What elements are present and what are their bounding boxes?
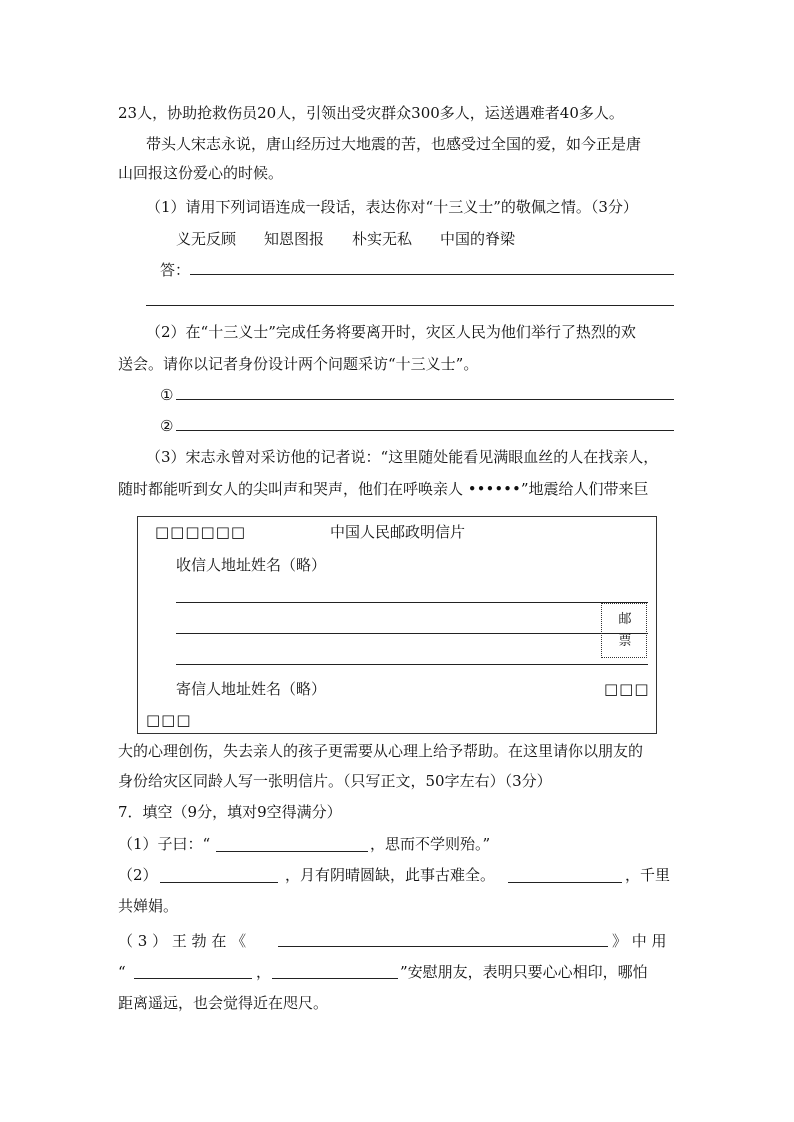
q7-2-middle: ，月有阴晴圆缺，此事古难全。 <box>285 866 496 884</box>
q7-3-tail: ”安慰朋友，表明只要心心相印，哪怕 <box>400 963 648 981</box>
q7-2-prefix: （2） <box>118 866 158 884</box>
postcard-bottom-boxes: □□□ <box>146 711 192 729</box>
word-1: 义无反顾 <box>176 230 237 248</box>
stamp-box <box>601 603 647 658</box>
q7-3-open-quote: “ <box>118 963 126 981</box>
q7-1-prefix: （1）子曰：“ <box>118 835 211 853</box>
answer-line-2[interactable] <box>146 305 674 306</box>
question-2-line-1: （2）在“十三义士”完成任务将要离开时，灾区人民为他们举行了热烈的欢 <box>146 323 636 341</box>
q7-3-end: 距离遥远，也会觉得近在咫尺。 <box>118 994 329 1012</box>
postcard-zip-boxes: □□□□□□ <box>155 523 247 541</box>
question-2-mark-2: ② <box>160 417 174 435</box>
text-line-3: 山回报这份爱心的时候。 <box>118 164 284 182</box>
sender-zip-boxes: □□□ <box>604 680 650 698</box>
text-line-2: 带头人宋志永说，唐山经历过大地震的苦，也感受过全国的爱，如今正是唐 <box>146 135 642 153</box>
question-2-line-2: 送会。请你以记者身份设计两个问题采访“十三义士”。 <box>118 355 479 373</box>
q7-3-prefix: （ 3 ） 王 勃 在 《 <box>118 932 247 950</box>
question-3-line-1: （3）宋志永曾对采访他的记者说：“这里随处能看见满眼血丝的人在找亲人， <box>146 448 659 466</box>
recipient-line-3[interactable] <box>176 664 648 665</box>
word-3: 朴实无私 <box>352 230 413 248</box>
stamp-char-1: 邮 <box>618 612 632 627</box>
question-3-line-4: 身份给灾区同龄人写一张明信片。（只写正文，50字左右）（3分） <box>118 772 552 790</box>
question-2-answer-line-1[interactable] <box>176 399 674 400</box>
question-7-heading: 7．填空（9分，填对9空得满分） <box>118 803 342 821</box>
q7-1-suffix: ，思而不学则殆。” <box>370 835 491 853</box>
recipient-label: 收信人地址姓名（略） <box>176 556 327 574</box>
stamp-char-2: 票 <box>618 634 632 649</box>
postcard <box>137 516 657 734</box>
sender-label: 寄信人地址姓名（略） <box>176 680 327 698</box>
q7-2-end: 共婵娟。 <box>118 897 179 915</box>
word-4: 中国的脊梁 <box>440 230 516 248</box>
q7-3-title-blank[interactable] <box>278 946 608 947</box>
question-3-line-3: 大的心理创伤，失去亲人的孩子更需要从心理上给予帮助。在这里请你以朋友的 <box>118 742 644 760</box>
text-line-1: 23人，协助抢救伤员20人，引领出受灾群众300多人，运送遇难者40多人。 <box>118 104 624 122</box>
question-1: （1）请用下列词语连成一段话，表达你对“十三义士”的敬佩之情。（3分） <box>146 198 638 216</box>
q7-2-blank-2[interactable] <box>508 882 622 883</box>
answer-line-1[interactable] <box>190 274 674 275</box>
recipient-line-2[interactable] <box>176 633 648 634</box>
question-3-line-2: 随时都能听到女人的尖叫声和哭声，他们在呼唤亲人 ••••••”地震给人们带来巨 <box>118 480 649 498</box>
recipient-line-1[interactable] <box>176 602 648 603</box>
q7-3-comma: ， <box>256 963 272 981</box>
postcard-title: 中国人民邮政明信片 <box>330 523 466 541</box>
question-2-answer-line-2[interactable] <box>176 430 674 431</box>
question-2-mark-1: ① <box>160 386 174 404</box>
q7-3-blank-1[interactable] <box>134 978 252 979</box>
q7-2-blank-1[interactable] <box>160 882 278 883</box>
q7-2-suffix: ，千里 <box>625 866 671 884</box>
q7-3-blank-2[interactable] <box>272 978 398 979</box>
word-2: 知恩图报 <box>264 230 325 248</box>
q7-1-blank[interactable] <box>216 851 368 852</box>
answer-label: 答： <box>160 261 191 279</box>
q7-3-suffix: 》 中 用 <box>612 932 667 950</box>
